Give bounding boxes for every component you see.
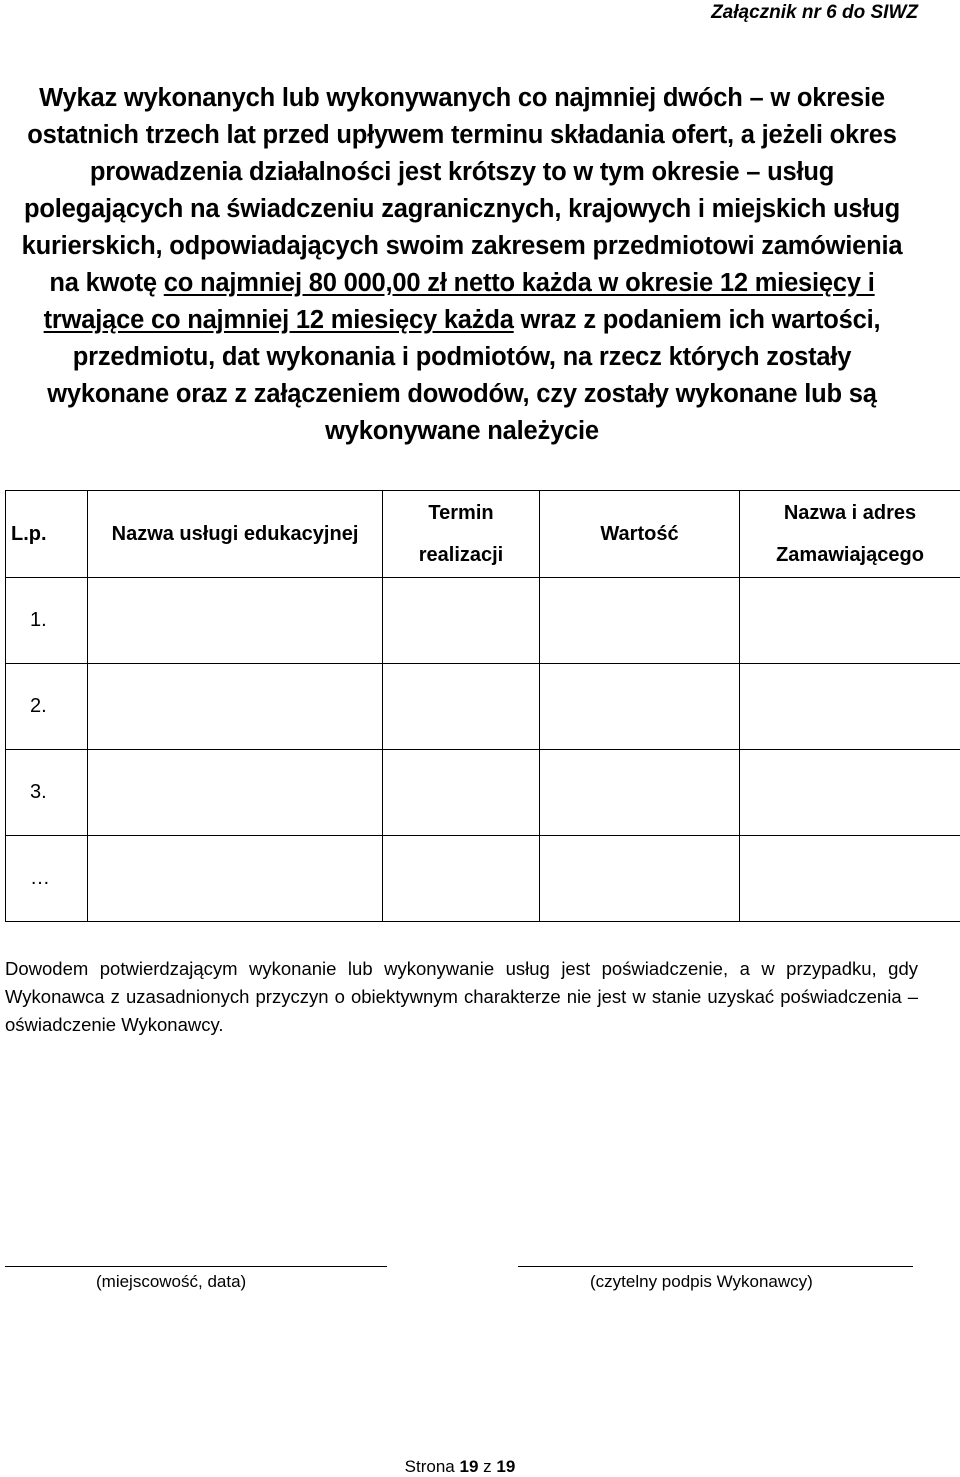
cell-value[interactable] [540,836,740,922]
header-service-name: Nazwa usługi edukacyjnej [88,491,383,578]
row-number: … [6,836,88,922]
row-number: 1. [6,578,88,664]
cell-service-name[interactable] [88,750,383,836]
cell-service-name[interactable] [88,664,383,750]
cell-value[interactable] [540,578,740,664]
page-footer [0,1457,920,1477]
title-text-2: wraz z podaniem ich wartości, przedmiotu, dat wykonania i podmiotów, na rzecz których zostały wykonane oraz z załączeniem dowodów, czy zostały wykonane lub są wykonywane należycie [47,306,880,445]
cell-value[interactable] [540,664,740,750]
table-row [6,836,960,922]
footer-page-number: 19 [460,1457,479,1476]
table-row [6,750,960,836]
header-client-line2: Zamawiającego [776,544,924,566]
cell-term[interactable] [383,836,540,922]
table-row [6,578,960,664]
cell-term[interactable] [383,664,540,750]
footer-prefix: Strona [405,1457,455,1476]
cell-value[interactable] [540,750,740,836]
signature-line[interactable] [518,1266,913,1267]
title-underlined-text: co najmniej 80 000,00 zł netto każda w okresie 12 miesięcy i trwające co najmniej 12 miesięcy każda [44,269,875,334]
cell-client[interactable] [740,750,960,836]
place-date-line[interactable] [5,1266,387,1267]
services-table [5,490,960,922]
footer-of: z [483,1457,492,1476]
header-term [383,491,540,578]
row-number: 2. [6,664,88,750]
header-term-line1: Termin [428,502,493,524]
header-client-line1: Nazwa i adres [784,502,916,524]
table-header-row [6,491,960,578]
row-number: 3. [6,750,88,836]
place-date-label: (miejscowość, data) [96,1272,246,1292]
header-client [740,491,960,578]
cell-client[interactable] [740,578,960,664]
header-term-line2: realizacji [419,544,504,566]
document-title [12,80,912,450]
cell-client[interactable] [740,664,960,750]
evidence-note: Dowodem potwierdzającym wykonanie lub wykonywanie usług jest poświadczenie, a w przypadku, gdy Wykonawca z uzasadnionych przyczyn o obiektywnym charakterze nie jest w stanie uzyskać poświadczenia – oświadczenie Wykonawcy. [5,955,918,1039]
header-lp: L.p. [6,491,88,578]
cell-term[interactable] [383,750,540,836]
footer-total-pages: 19 [496,1457,515,1476]
cell-service-name[interactable] [88,836,383,922]
header-value: Wartość [540,491,740,578]
cell-client[interactable] [740,836,960,922]
attachment-label: Załącznik nr 6 do SIWZ [711,2,918,24]
table-row [6,664,960,750]
cell-service-name[interactable] [88,578,383,664]
signature-label: (czytelny podpis Wykonawcy) [590,1272,813,1292]
cell-term[interactable] [383,578,540,664]
title-text-1: Wykaz wykonanych lub wykonywanych co najmniej dwóch – w okresie ostatnich trzech lat przed upływem terminu składania ofert, a jeżeli okres prowadzenia działalności jest krótszy to w tym okresie – usług polegających na świadczeniu zagranicznych, krajowych i miejskich usług kurierskich, odpowiadających swoim zakresem przedmiotowi zamówienia na kwotę [22,84,903,297]
